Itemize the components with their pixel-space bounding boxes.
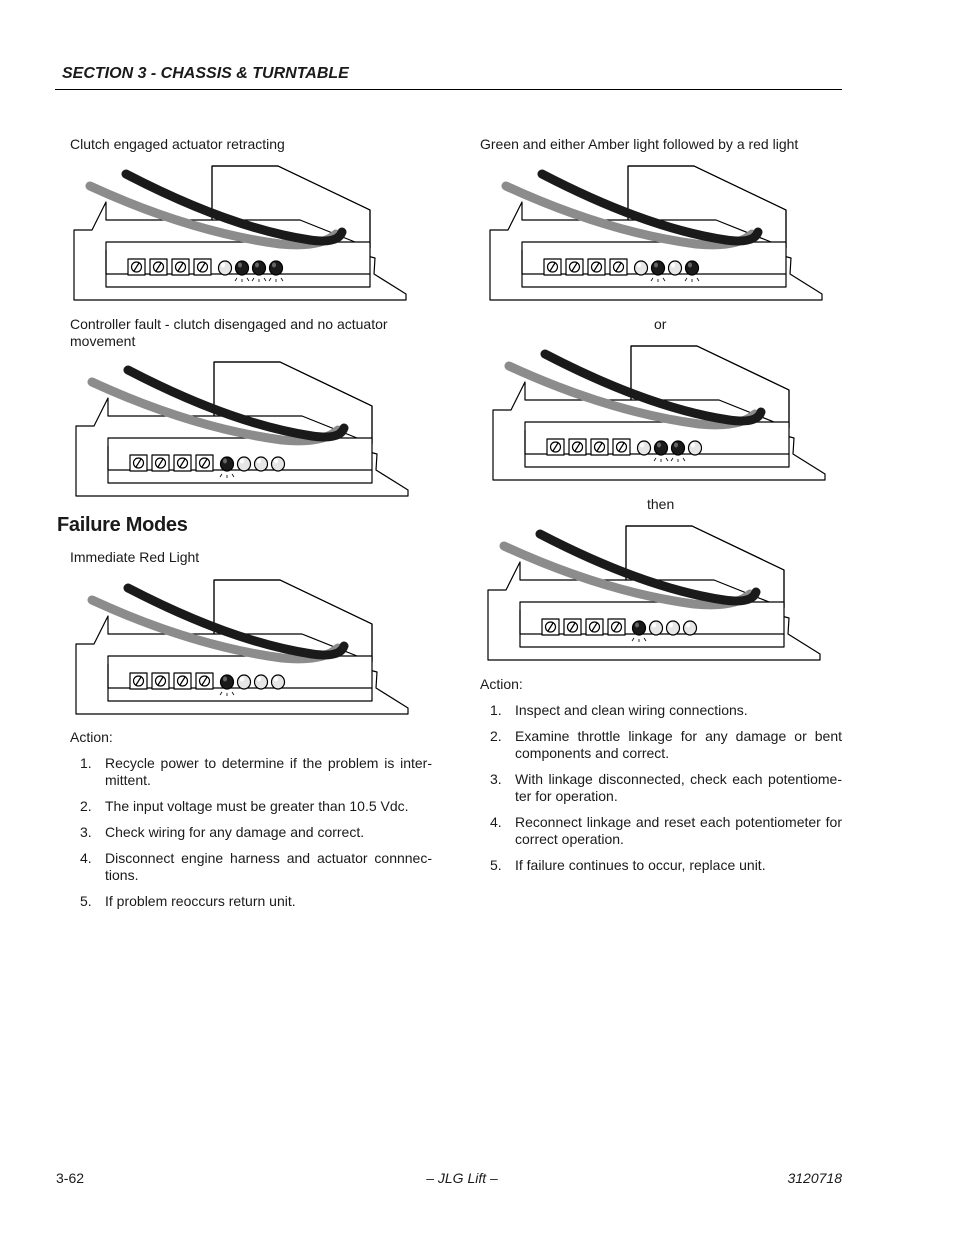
- list-item: 1. Recycle power to determine if the problem is inter-mittent.: [80, 755, 432, 788]
- potentiometer-icon: [128, 259, 145, 275]
- controller-drawing: [74, 166, 406, 300]
- potentiometer-icon: [564, 619, 581, 635]
- potentiometer-icon: [613, 439, 630, 455]
- led-off-icon: [272, 675, 285, 689]
- potentiometer-icon: [610, 259, 627, 275]
- action-label-right: Action:: [480, 676, 523, 692]
- led-off-icon: [219, 261, 232, 275]
- action-list-right: [490, 702, 842, 883]
- caption-immediate-red: Immediate Red Light: [70, 549, 200, 565]
- green-amber-unit-b: [489, 342, 829, 482]
- list-item: 3. With linkage disconnected, check each potentiome-ter for operation.: [490, 771, 842, 804]
- potentiometer-icon: [130, 673, 147, 689]
- immediate-red-unit: [72, 576, 412, 716]
- list-item: 5. If failure continues to occur, replace unit.: [490, 857, 766, 873]
- or-label: or: [654, 316, 667, 332]
- led-off-icon: [238, 675, 251, 689]
- potentiometer-icon: [586, 619, 603, 635]
- led-off-icon: [638, 441, 651, 455]
- red-light-unit: [484, 522, 824, 662]
- controller-fault-unit: [72, 358, 412, 498]
- led-off-icon: [689, 441, 702, 455]
- green-amber-unit-a: [486, 162, 826, 302]
- led-off-icon: [635, 261, 648, 275]
- led-off-icon: [255, 457, 268, 471]
- potentiometer-icon: [547, 439, 564, 455]
- list-item: 4. Disconnect engine harness and actuator connnec-tions.: [80, 850, 432, 883]
- list-item: 5. If problem reoccurs return unit.: [80, 893, 296, 909]
- controller-drawing: [76, 362, 408, 496]
- list-item: 1. Inspect and clean wiring connections.: [490, 702, 748, 718]
- controller-drawing: [488, 526, 820, 660]
- document-number: 3120718: [787, 1170, 842, 1186]
- action-list-left: [80, 755, 432, 919]
- led-off-icon: [669, 261, 682, 275]
- list-item: 2. Examine throttle linkage for any damage or bent components and correct.: [490, 728, 842, 761]
- potentiometer-icon: [174, 455, 191, 471]
- header-rule: [55, 89, 842, 90]
- potentiometer-icon: [542, 619, 559, 635]
- potentiometer-icon: [591, 439, 608, 455]
- list-item: 4. Reconnect linkage and reset each potentiometer for correct operation.: [490, 814, 842, 847]
- potentiometer-icon: [566, 259, 583, 275]
- page-number: 3-62: [56, 1170, 85, 1186]
- led-off-icon: [272, 457, 285, 471]
- potentiometer-icon: [152, 455, 169, 471]
- potentiometer-icon: [150, 259, 167, 275]
- controller-drawing: [493, 346, 825, 480]
- led-off-icon: [667, 621, 680, 635]
- potentiometer-icon: [608, 619, 625, 635]
- potentiometer-icon: [569, 439, 586, 455]
- caption-controller-fault: Controller fault - clutch disengaged and no actuator movement: [70, 316, 388, 349]
- led-off-icon: [650, 621, 663, 635]
- led-off-icon: [684, 621, 697, 635]
- clutch-engaged-unit: [70, 162, 410, 302]
- section-title: SECTION 3 - CHASSIS & TURNTABLE: [62, 65, 349, 82]
- potentiometer-icon: [152, 673, 169, 689]
- footer-brand: – JLG Lift –: [426, 1170, 498, 1186]
- potentiometer-icon: [174, 673, 191, 689]
- caption-clutch-engaged: Clutch engaged actuator retracting: [70, 136, 285, 152]
- potentiometer-icon: [196, 455, 213, 471]
- potentiometer-icon: [196, 673, 213, 689]
- then-label: then: [647, 496, 675, 512]
- controller-drawing: [76, 580, 408, 714]
- action-label-left: Action:: [70, 729, 113, 745]
- led-off-icon: [255, 675, 268, 689]
- caption-green-amber: Green and either Amber light followed by a red light: [480, 136, 799, 152]
- potentiometer-icon: [194, 259, 211, 275]
- potentiometer-icon: [588, 259, 605, 275]
- controller-drawing: [490, 166, 822, 300]
- list-item: 2. The input voltage must be greater than 10.5 Vdc.: [80, 798, 409, 814]
- potentiometer-icon: [130, 455, 147, 471]
- potentiometer-icon: [544, 259, 561, 275]
- failure-modes-heading: Failure Modes: [57, 514, 188, 536]
- list-item: 3. Check wiring for any damage and correct.: [80, 824, 365, 840]
- led-off-icon: [238, 457, 251, 471]
- potentiometer-icon: [172, 259, 189, 275]
